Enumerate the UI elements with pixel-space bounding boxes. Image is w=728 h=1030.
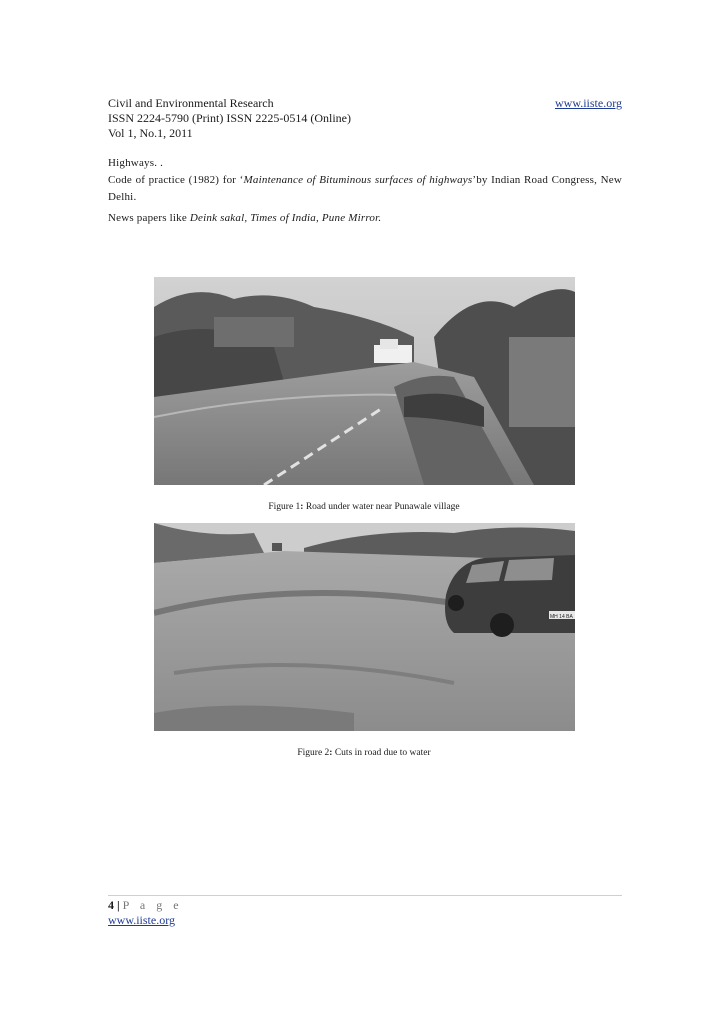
figure-2-photo xyxy=(154,523,575,731)
page-footer xyxy=(108,898,183,928)
reference-title: Maintenance of Bituminous surfaces of highways xyxy=(243,174,473,186)
reference-line-1: Highways. . xyxy=(108,157,164,169)
newspaper-names: Deink sakal, Times of India, Pune Mirror. xyxy=(189,212,382,224)
flooded-road-image xyxy=(154,277,575,485)
figure-2-caption: Figure 2: Cuts in road due to water xyxy=(297,748,431,758)
number-plate: MH 14 BA xyxy=(550,614,573,620)
page-number: 4 xyxy=(108,898,114,912)
running-header xyxy=(108,96,622,141)
page-word: P a g e xyxy=(122,898,183,912)
footer-divider xyxy=(108,895,622,896)
damaged-road-image xyxy=(154,523,575,731)
figure-1-photo xyxy=(154,277,575,485)
footer-url-link[interactable]: www.iiste.org xyxy=(108,913,175,927)
newspaper-reference: News papers like Deink sakal, Times of India, Pune Mirror. xyxy=(108,212,382,224)
header-url-link[interactable]: www.iiste.org xyxy=(555,96,622,110)
reference-block xyxy=(108,155,622,206)
volume-line: Vol 1, No.1, 2011 xyxy=(108,126,193,140)
journal-title: Civil and Environmental Research xyxy=(108,96,274,110)
page-indicator: 4 | P a g e xyxy=(108,898,183,912)
issn-line: ISSN 2224-5790 (Print) ISSN 2225-0514 (Online) xyxy=(108,111,351,125)
reference-line-2: Code of practice (1982) for ‘Maintenance of Bituminous surfaces of highways’by Indian Road Congress, New Delhi. xyxy=(108,174,622,203)
figure-1-caption: Figure 1: Road under water near Punawale village xyxy=(268,502,460,512)
